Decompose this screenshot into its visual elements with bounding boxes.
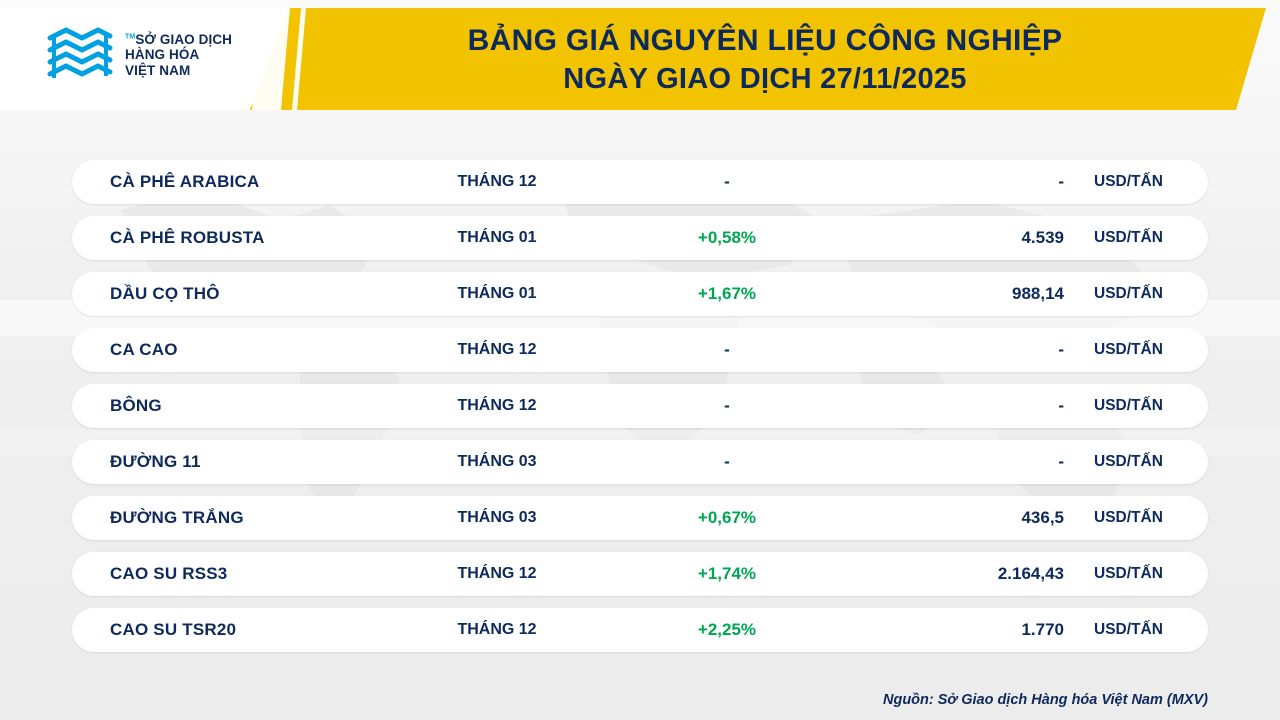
contract-month: THÁNG 12 <box>457 621 537 638</box>
price-change: - <box>724 396 730 415</box>
price-value: - <box>1058 396 1064 415</box>
page-title <box>300 23 1230 97</box>
price-unit: USD/TẤN <box>1094 173 1163 190</box>
price-unit: USD/TẤN <box>1094 565 1163 582</box>
price-change: +2,25% <box>697 620 757 639</box>
table-row <box>72 440 1208 484</box>
trademark-mark: TM <box>125 33 136 41</box>
brand-line-2: HÀNG HÓA <box>125 47 200 63</box>
commodity-price-table <box>72 160 1208 664</box>
contract-month: THÁNG 01 <box>457 285 537 302</box>
contract-month: THÁNG 12 <box>457 341 537 358</box>
price-change: - <box>724 340 730 359</box>
table-row <box>72 384 1208 428</box>
price-unit: USD/TẤN <box>1094 621 1163 638</box>
contract-month: THÁNG 12 <box>457 173 537 190</box>
commodity-name: ĐƯỜNG 11 <box>110 452 201 471</box>
price-change: +0,67% <box>697 508 757 527</box>
price-value: 4.539 <box>1021 228 1064 247</box>
price-value: - <box>1058 452 1064 471</box>
table-row <box>72 216 1208 260</box>
price-value: 436,5 <box>1021 508 1064 527</box>
price-unit: USD/TẤN <box>1094 229 1163 246</box>
contract-month: THÁNG 01 <box>457 229 537 246</box>
commodity-name: BÔNG <box>110 396 162 415</box>
price-change: +0,58% <box>697 228 757 247</box>
page-header <box>0 0 1280 118</box>
price-value: - <box>1058 172 1064 191</box>
source-note: Nguồn: Sở Giao dịch Hàng hóa Việt Nam (MXV) <box>883 692 1208 708</box>
price-value: 2.164,43 <box>997 564 1064 583</box>
table-row <box>72 608 1208 652</box>
price-unit: USD/TẤN <box>1094 453 1163 470</box>
table-row <box>72 328 1208 372</box>
brand-name <box>125 32 232 78</box>
title-line-1: BẢNG GIÁ NGUYÊN LIỆU CÔNG NGHIỆP <box>467 24 1063 57</box>
price-change: - <box>724 452 730 471</box>
price-value: - <box>1058 340 1064 359</box>
contract-month: THÁNG 03 <box>457 453 537 470</box>
contract-month: THÁNG 12 <box>457 397 537 414</box>
commodity-name: CÀ PHÊ ROBUSTA <box>110 228 265 247</box>
price-unit: USD/TẤN <box>1094 285 1163 302</box>
price-unit: USD/TẤN <box>1094 341 1163 358</box>
price-change: +1,74% <box>697 564 757 583</box>
price-unit: USD/TẤN <box>1094 397 1163 414</box>
table-row <box>72 552 1208 596</box>
mxv-weave-logo-icon <box>44 24 116 86</box>
price-change: - <box>724 172 730 191</box>
price-unit: USD/TẤN <box>1094 509 1163 526</box>
price-change: +1,67% <box>697 284 757 303</box>
commodity-name: DẦU CỌ THÔ <box>110 284 220 303</box>
brand-logo <box>44 24 232 86</box>
contract-month: THÁNG 03 <box>457 509 537 526</box>
brand-line-3: VIỆT NAM <box>125 62 191 78</box>
commodity-name: ĐƯỜNG TRẮNG <box>110 508 244 527</box>
table-row <box>72 160 1208 204</box>
brand-line-1: SỞ GIAO DỊCH <box>135 31 233 47</box>
price-value: 1.770 <box>1021 620 1064 639</box>
table-row <box>72 272 1208 316</box>
table-row <box>72 496 1208 540</box>
commodity-name: CAO SU RSS3 <box>110 564 228 583</box>
commodity-name: CAO SU TSR20 <box>110 620 237 639</box>
title-line-2: NGÀY GIAO DỊCH 27/11/2025 <box>563 63 967 95</box>
price-value: 988,14 <box>1012 284 1064 303</box>
contract-month: THÁNG 12 <box>457 565 537 582</box>
commodity-name: CÀ PHÊ ARABICA <box>110 172 260 191</box>
commodity-name: CA CAO <box>110 340 178 359</box>
